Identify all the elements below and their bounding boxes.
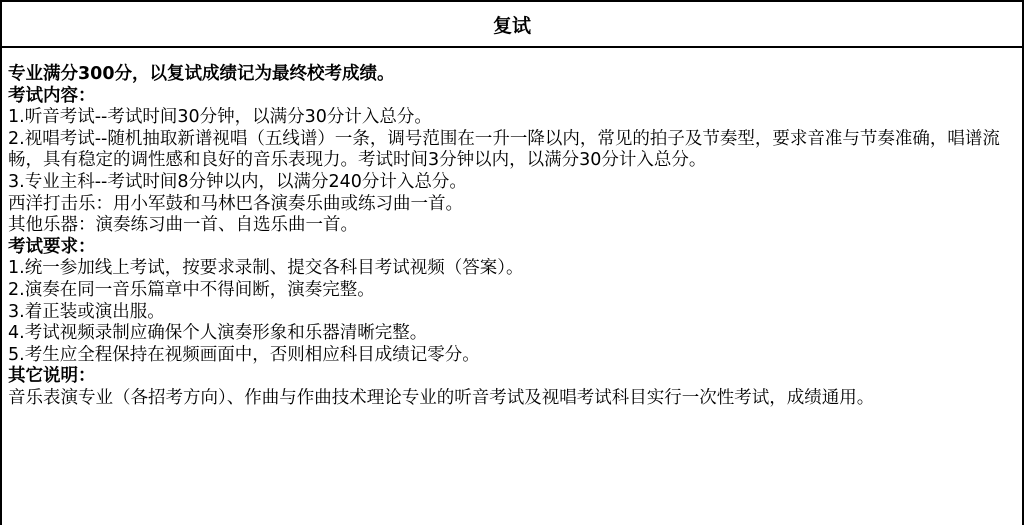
exam-content-item: 西洋打击乐：用小军鼓和马林巴各演奏乐曲或练习曲一首。 [8,193,463,214]
exam-content-item: 其他乐器：演奏练习曲一首、自选乐曲一首。 [8,215,358,236]
exam-requirement-item: 3.着正装或演出服。 [8,301,165,322]
exam-content-heading: 考试内容： [8,85,96,106]
exam-requirement-item: 2.演奏在同一音乐篇章中不得间断，演奏完整。 [8,279,375,300]
section-title: 复试 [492,14,531,37]
intro-text: 专业满分300分，以复试成绩记为最终校考成绩。 [8,64,395,84]
exam-requirement-item: 4.考试视频录制应确保个人演奏形象和乐器清晰完整。 [8,323,428,344]
exam-content-item: 2.视唱考试--随机抽取新谱视唱（五线谱）一条，调号范围在一升一降以内，常见的拍子及节奏型，要求音准与节奏准确，唱谱流畅，具有稳定的调性感和良好的音乐表现力。考试时间3分钟以内，以满分30分计入总分。 [8,128,1000,171]
exam-requirement-item: 5.考生应全程保持在视频画面中，否则相应科目成绩记零分。 [8,344,480,365]
exam-content-item: 3.专业主科--考试时间8分钟以内，以满分240分计入总分。 [8,171,467,192]
section-content [2,48,1022,410]
exam-requirements-heading: 考试要求： [8,236,96,257]
exam-requirement-item: 1.统一参加线上考试，按要求录制、提交各科目考试视频（答案）。 [8,258,524,279]
exam-content-item: 1.听音考试--考试时间30分钟，以满分30分计入总分。 [8,107,432,128]
section-header [2,2,1022,48]
other-notes-text: 音乐表演专业（各招考方向）、作曲与作曲技术理论专业的听音考试及视唱考试科目实行一次性考试，成绩通用。 [8,387,875,408]
other-notes-heading: 其它说明： [8,366,96,387]
